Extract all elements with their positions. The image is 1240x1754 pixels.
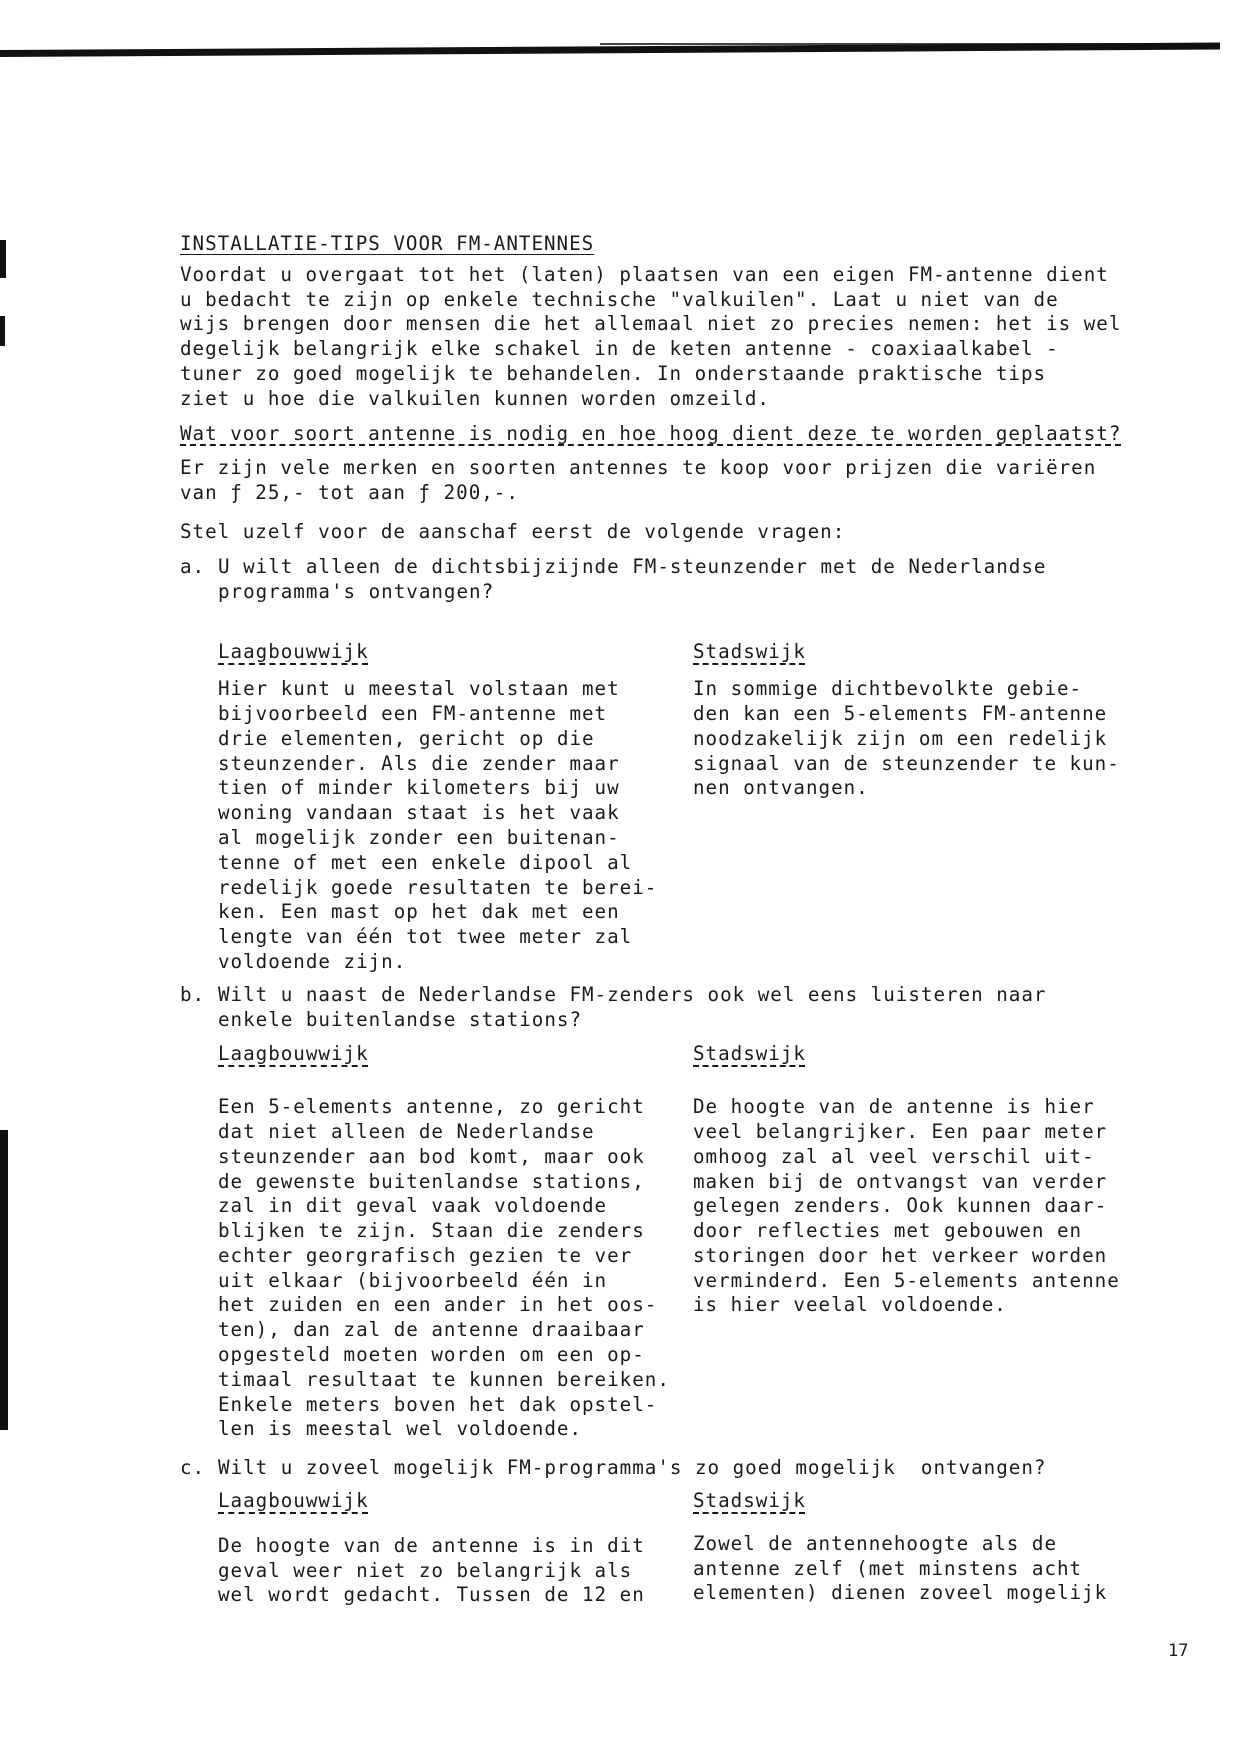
text-line: gelegen zenders. Ook kunnen daar- bbox=[693, 1194, 1108, 1218]
text-line: blijken te zijn. Staan die zenders bbox=[218, 1219, 645, 1243]
text-line: len is meestal wel voldoende. bbox=[218, 1417, 583, 1441]
text-line: zal in dit geval vaak voldoende bbox=[218, 1194, 608, 1218]
text-line: signaal van de steunzender te kun- bbox=[693, 751, 1120, 775]
text-line: ten), dan zal de antenne draaibaar bbox=[218, 1318, 645, 1342]
right-column bbox=[693, 1042, 1120, 1442]
column-heading: Laagbouwwijk bbox=[218, 1042, 369, 1066]
text-line: timaal resultaat te kunnen bereiken. bbox=[218, 1367, 670, 1391]
list-item bbox=[180, 983, 1120, 1033]
text-line: U wilt alleen de dichtsbijzijnde FM-steunzender met de Nederlandse bbox=[218, 554, 1047, 578]
text-line: wijs brengen door mensen die het allemaal niet zo precies nemen: het is wel bbox=[180, 312, 1122, 336]
section-question: Wat voor soort antenne is nodig en hoe hoog dient deze te worden geplaatst? bbox=[180, 421, 1122, 445]
text-line: elementen) dienen zoveel mogelijk bbox=[693, 1581, 1108, 1605]
right-column bbox=[693, 1489, 1113, 1608]
text-line: echter georgrafisch gezien te ver bbox=[218, 1243, 633, 1267]
text-line: nen ontvangen. bbox=[693, 776, 869, 800]
text-line: noodzakelijk zijn om een redelijk bbox=[693, 726, 1108, 750]
item-label: c. bbox=[180, 1456, 206, 1480]
text-line: Hier kunt u meestal volstaan met bbox=[218, 677, 620, 701]
text-line: dat niet alleen de Nederlandse bbox=[218, 1119, 595, 1143]
text-line: het zuiden en een ander in het oos- bbox=[218, 1293, 658, 1317]
text-line: de gewenste buitenlandse stations, bbox=[218, 1169, 645, 1193]
page-heading: INSTALLATIE-TIPS VOOR FM-ANTENNES bbox=[180, 232, 595, 255]
column-heading: Stadswijk bbox=[693, 1489, 806, 1513]
text-line: Zowel de antennehoogte als de bbox=[693, 1531, 1058, 1555]
column-heading: Laagbouwwijk bbox=[218, 1489, 369, 1513]
text-line: steunzender aan bod komt, maar ook bbox=[218, 1144, 645, 1168]
ask-line: Stel uzelf voor de aanschaf eerst de volgende vragen: bbox=[180, 519, 846, 543]
text-line: voldoende zijn. bbox=[218, 949, 407, 973]
text-line: verminderd. Een 5-elements antenne bbox=[693, 1268, 1120, 1292]
list-item bbox=[180, 555, 1120, 605]
text-line: In sommige dichtbevolkte gebie- bbox=[693, 677, 1083, 701]
text-line: Een 5-elements antenne, zo gericht bbox=[218, 1095, 645, 1119]
item-label: b. bbox=[180, 982, 206, 1006]
item-label: a. bbox=[180, 554, 206, 578]
text-line: veel belangrijker. Een paar meter bbox=[693, 1119, 1108, 1143]
text-line: tuner zo goed mogelijk te behandelen. In onderstaande praktische tips bbox=[180, 361, 1047, 385]
column-heading: Laagbouwwijk bbox=[218, 640, 369, 664]
text-line: antenne zelf (met minstens acht bbox=[693, 1556, 1083, 1580]
text-line: tenne of met een enkele dipool al bbox=[218, 850, 633, 874]
text-line: Enkele meters boven het dak opstel- bbox=[218, 1392, 658, 1416]
text-line: storingen door het verkeer worden bbox=[693, 1243, 1108, 1267]
text-line: den kan een 5-elements FM-antenne bbox=[693, 701, 1108, 725]
two-column-block bbox=[218, 1489, 1120, 1608]
text-line: redelijk goede resultaten te berei- bbox=[218, 875, 658, 899]
text-line: programma's ontvangen? bbox=[218, 579, 495, 603]
left-column bbox=[218, 1489, 693, 1608]
scan-edge-mark bbox=[0, 1130, 8, 1430]
left-column bbox=[218, 1042, 693, 1442]
text-line: bijvoorbeeld een FM-antenne met bbox=[218, 701, 608, 725]
text-line: De hoogte van de antenne is hier bbox=[693, 1095, 1095, 1119]
text-line: u bedacht te zijn op enkele technische "valkuilen". Laat u niet van de bbox=[180, 287, 1059, 311]
text-line: Wilt u naast de Nederlandse FM-zenders ook wel eens luisteren naar bbox=[218, 982, 1047, 1006]
text-line: steunzender. Als die zender maar bbox=[218, 751, 620, 775]
text-line: wel wordt gedacht. Tussen de 12 en bbox=[218, 1583, 645, 1607]
text-line: maken bij de ontvangst van verder bbox=[693, 1169, 1108, 1193]
column-heading: Stadswijk bbox=[693, 640, 806, 664]
text-line: Wilt u zoveel mogelijk FM-programma's zo goed mogelijk ontvangen? bbox=[218, 1456, 1047, 1480]
text-line: is hier veelal voldoende. bbox=[693, 1293, 1007, 1317]
text-line: degelijk belangrijk elke schakel in de keten antenne - coaxiaalkabel - bbox=[180, 337, 1059, 361]
text-line: enkele buitenlandse stations? bbox=[218, 1007, 583, 1031]
left-column bbox=[218, 640, 693, 974]
two-column-block bbox=[218, 640, 1120, 974]
text-line: drie elementen, gericht op die bbox=[218, 726, 595, 750]
document-page bbox=[180, 232, 1120, 1608]
text-line: woning vandaan staat is het vaak bbox=[218, 801, 620, 825]
text-line: lengte van één tot twee meter zal bbox=[218, 925, 633, 949]
text-line: opgesteld moeten worden om een op- bbox=[218, 1343, 645, 1367]
text-line: tien of minder kilometers bij uw bbox=[218, 776, 620, 800]
text-line: geval weer niet zo belangrijk als bbox=[218, 1558, 633, 1582]
prices-paragraph bbox=[180, 456, 1120, 506]
two-column-block bbox=[218, 1042, 1120, 1442]
page-number: 17 bbox=[1168, 1641, 1189, 1661]
text-line: Voordat u overgaat tot het (laten) plaatsen van een eigen FM-antenne dient bbox=[180, 262, 1109, 286]
intro-paragraph bbox=[180, 263, 1120, 412]
text-line: door reflecties met gebouwen en bbox=[693, 1219, 1083, 1243]
text-line: al mogelijk zonder een buitenan- bbox=[218, 825, 620, 849]
text-line: uit elkaar (bijvoorbeeld één in bbox=[218, 1268, 608, 1292]
list-item bbox=[180, 1456, 1120, 1481]
text-line: ken. Een mast op het dak met een bbox=[218, 900, 620, 924]
text-line: ziet u hoe die valkuilen kunnen worden omzeild. bbox=[180, 386, 770, 410]
column-heading: Stadswijk bbox=[693, 1042, 806, 1066]
text-line: Er zijn vele merken en soorten antennes te koop voor prijzen die variëren bbox=[180, 456, 1097, 480]
scan-edge-mark bbox=[0, 240, 6, 278]
scan-edge-mark bbox=[0, 316, 5, 346]
right-column bbox=[693, 640, 1120, 974]
text-line: omhoog zal al veel verschil uit- bbox=[693, 1144, 1095, 1168]
text-line: De hoogte van de antenne is in dit bbox=[218, 1533, 645, 1557]
text-line: van ƒ 25,- tot aan ƒ 200,-. bbox=[180, 481, 519, 505]
